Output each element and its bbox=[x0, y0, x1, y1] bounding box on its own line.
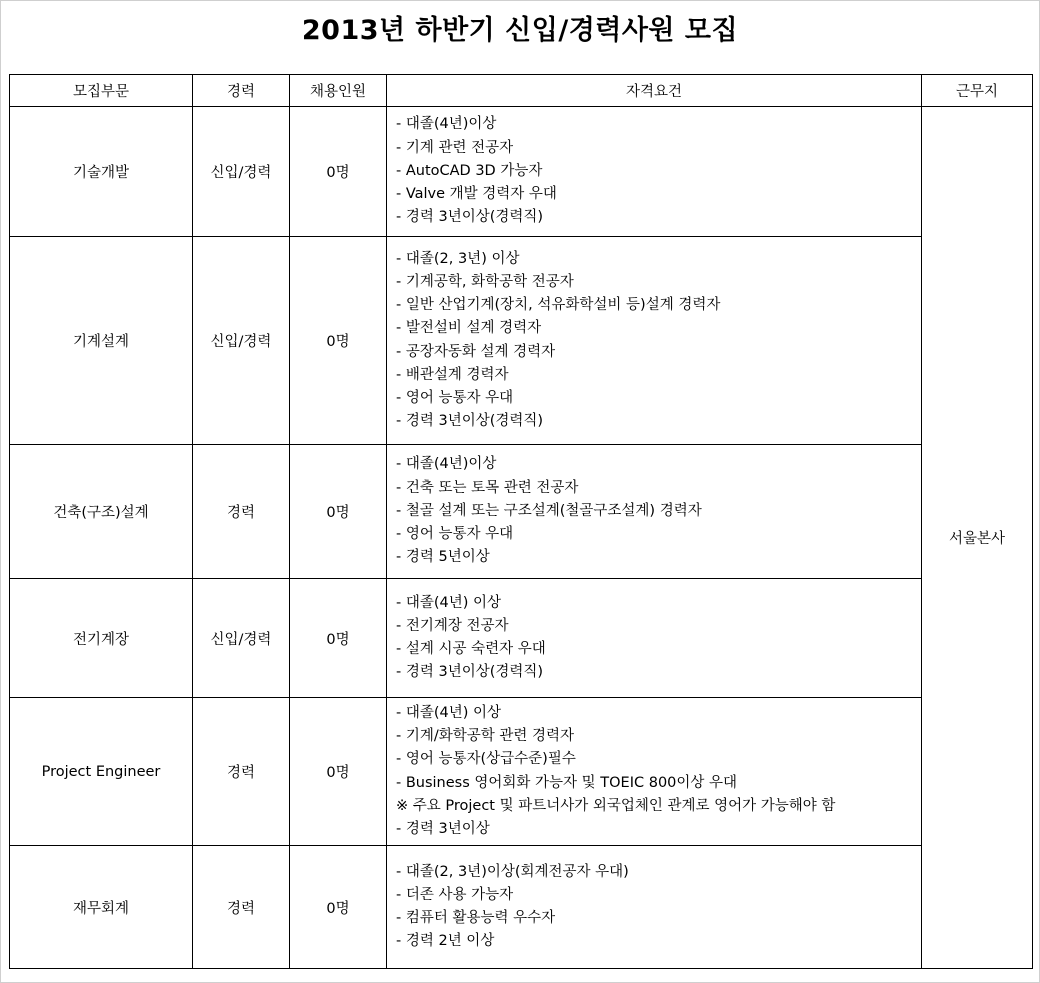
requirements-cell bbox=[387, 579, 922, 698]
requirements-cell bbox=[387, 846, 922, 969]
headcount-cell: 0명 bbox=[290, 107, 387, 237]
table-row bbox=[10, 445, 1033, 579]
requirement-line: - 대졸(4년) 이상 bbox=[396, 594, 502, 611]
requirements-cell bbox=[387, 698, 922, 846]
headcount-cell: 0명 bbox=[290, 698, 387, 846]
requirement-line: - AutoCAD 3D 가능자 bbox=[396, 162, 543, 179]
requirement-line: ※ 주요 Project 및 파트너사가 외국업체인 관계로 영어가 가능해야 함 bbox=[396, 797, 836, 814]
requirement-line: - 경력 2년 이상 bbox=[396, 933, 495, 950]
requirement-line: - 기계공학, 화학공학 전공자 bbox=[396, 273, 574, 290]
requirement-line: - 대졸(2, 3년) 이상 bbox=[396, 250, 520, 267]
requirement-line: - 영어 능통자 우대 bbox=[396, 526, 514, 543]
career-cell: 신입/경력 bbox=[193, 579, 290, 698]
requirement-line: - 철골 설계 또는 구조설계(철골구조설계) 경력자 bbox=[396, 502, 702, 519]
headcount-cell: 0명 bbox=[290, 237, 387, 445]
requirement-line: - 공장자동화 설계 경력자 bbox=[396, 343, 556, 360]
header-career: 경력 bbox=[193, 75, 290, 107]
header-headcount: 채용인원 bbox=[290, 75, 387, 107]
dept-cell: 재무회계 bbox=[10, 846, 193, 969]
headcount-cell: 0명 bbox=[290, 579, 387, 698]
requirement-line: - 기계/화학공학 관련 경력자 bbox=[396, 728, 575, 745]
dept-cell: 전기계장 bbox=[10, 579, 193, 698]
dept-cell: Project Engineer bbox=[10, 698, 193, 846]
requirement-line: - 대졸(4년)이상 bbox=[396, 456, 497, 473]
requirement-line: - 배관설계 경력자 bbox=[396, 366, 509, 383]
headcount-cell: 0명 bbox=[290, 445, 387, 579]
requirement-line: - 경력 3년이상(경력직) bbox=[396, 413, 544, 430]
headcount-cell: 0명 bbox=[290, 846, 387, 969]
header-requirements: 자격요건 bbox=[387, 75, 922, 107]
requirement-line: - 건축 또는 토목 관련 전공자 bbox=[396, 479, 579, 496]
requirement-line: - 전기계장 전공자 bbox=[396, 617, 509, 634]
table-row bbox=[10, 698, 1033, 846]
dept-cell: 건축(구조)설계 bbox=[10, 445, 193, 579]
requirement-line: - 설계 시공 숙련자 우대 bbox=[396, 641, 546, 657]
location-cell: 서울본사 bbox=[922, 107, 1033, 969]
requirement-line: - 기계 관련 전공자 bbox=[396, 139, 514, 156]
table-row bbox=[10, 107, 1033, 237]
page-title: 2013년 하반기 신입/경력사원 모집 bbox=[301, 15, 739, 46]
requirement-line: - 발전설비 설계 경력자 bbox=[396, 320, 542, 337]
requirement-line: - 경력 3년이상(경력직) bbox=[396, 664, 544, 681]
requirement-line: - 경력 3년이상 bbox=[396, 820, 490, 837]
requirement-line: - 대졸(4년)이상 bbox=[396, 116, 497, 133]
requirement-line: - 대졸(2, 3년)이상(회계전공자 우대) bbox=[396, 863, 629, 880]
career-cell: 신입/경력 bbox=[193, 107, 290, 237]
requirement-line: - 컴퓨터 활용능력 우수자 bbox=[396, 910, 556, 926]
requirement-line: - 영어 능통자 우대 bbox=[396, 389, 514, 406]
table-header-row bbox=[10, 75, 1033, 107]
table-row bbox=[10, 237, 1033, 445]
table-row bbox=[10, 579, 1033, 698]
dept-cell: 기술개발 bbox=[10, 107, 193, 237]
requirement-line: - Valve 개발 경력자 우대 bbox=[396, 186, 557, 203]
requirement-line: - 경력 5년이상 bbox=[396, 549, 490, 566]
requirement-line: - 영어 능통자(상급수준)필수 bbox=[396, 751, 576, 768]
table-row bbox=[10, 846, 1033, 969]
career-cell: 경력 bbox=[193, 698, 290, 846]
dept-cell: 기계설계 bbox=[10, 237, 193, 445]
career-cell: 경력 bbox=[193, 445, 290, 579]
career-cell: 경력 bbox=[193, 846, 290, 969]
requirements-cell bbox=[387, 445, 922, 579]
header-location: 근무지 bbox=[922, 75, 1033, 107]
requirements-cell bbox=[387, 107, 922, 237]
requirements-cell bbox=[387, 237, 922, 445]
recruitment-table bbox=[9, 74, 1033, 969]
requirement-line: - 대졸(4년) 이상 bbox=[396, 704, 502, 721]
requirement-line: - 경력 3년이상(경력직) bbox=[396, 209, 544, 226]
header-dept: 모집부문 bbox=[10, 75, 193, 107]
requirement-line: - 일반 산업기계(장치, 석유화학설비 등)설계 경력자 bbox=[396, 297, 721, 314]
requirement-line: - 더존 사용 가능자 bbox=[396, 886, 514, 903]
requirement-line: - Business 영어회화 가능자 및 TOEIC 800이상 우대 bbox=[396, 774, 738, 791]
career-cell: 신입/경력 bbox=[193, 237, 290, 445]
